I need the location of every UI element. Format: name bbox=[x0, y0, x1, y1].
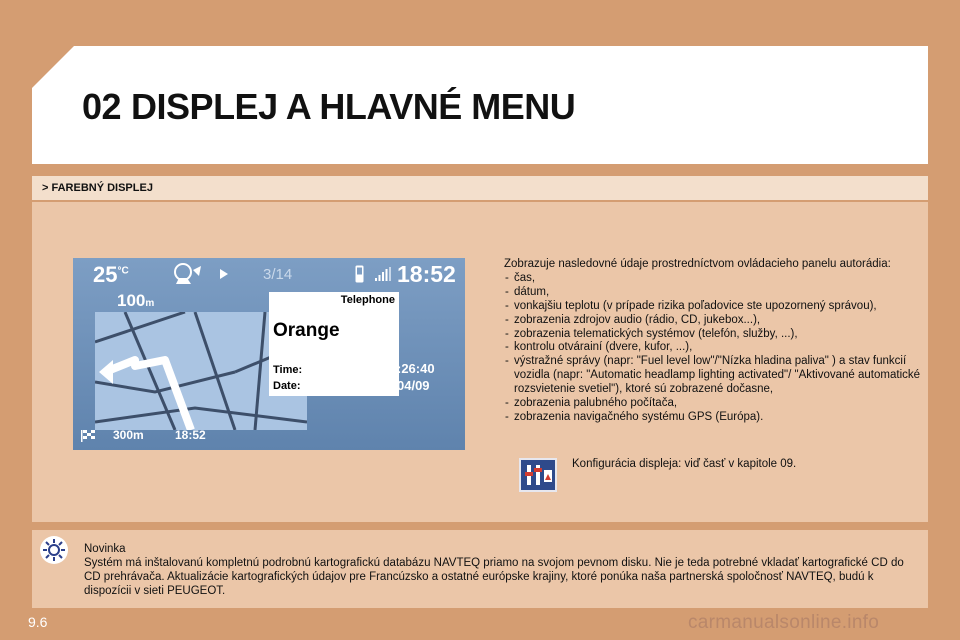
telephone-panel bbox=[269, 292, 399, 396]
list-item: - kontrolu otvárainí (dvere, kufor, ...), bbox=[504, 341, 924, 355]
display-temperature: $25^{^\circ C}$ bbox=[93, 262, 129, 287]
watermark: carmanualsonline.info bbox=[688, 612, 880, 633]
destination-flag-icon bbox=[81, 430, 95, 442]
list-item: - zobrazenia zdrojov audio (rádio, CD, jukebox...), bbox=[504, 314, 924, 328]
telephone-time-value: :26:40 bbox=[397, 361, 435, 376]
chapter-number: 02 bbox=[82, 86, 122, 127]
telephone-title: Telephone bbox=[340, 294, 395, 306]
description-block bbox=[504, 258, 924, 425]
telephone-operator: Orange bbox=[273, 320, 340, 341]
note-title: Novinka bbox=[84, 543, 126, 555]
list-item: - čas, bbox=[504, 272, 924, 286]
display-bottom-bar bbox=[73, 428, 465, 444]
page-number: 9.6 bbox=[28, 614, 48, 630]
chapter-title: DISPLEJ A HLAVNÉ MENU bbox=[131, 86, 576, 127]
list-item: - vonkajšiu teplotu (v prípade rizika poľadovice ste upozornený správou), bbox=[504, 300, 924, 314]
display-clock: 18:52 bbox=[397, 261, 456, 287]
telephone-date-value: 04/09 bbox=[397, 378, 430, 393]
display-eta: 18:52 bbox=[175, 428, 206, 442]
mobile-phone-icon bbox=[355, 265, 364, 283]
config-reference: Konfigurácia displeja: viď časť v kapitole 09. bbox=[572, 458, 797, 470]
list-item: - zobrazenia navigačného systému GPS (Európa). bbox=[504, 411, 924, 425]
description-list bbox=[504, 272, 924, 425]
display-settings-icon bbox=[519, 458, 557, 492]
note-body: Systém má inštalovanú kompletnú podrobnú kartografickú databázu NAVTEQ priamo na svojom pevnom disku. Nie je teda potrebné vkladať kartografické CD do CD prehrávača. Aktualizácie kartografických údajov pre Francúzsko a ostatné európske krajiny, ktoré ponúka naša partnerská spoločnosť NAVTEQ, budú k dispozícii v sieti PEUGEOT. bbox=[84, 557, 904, 597]
list-item: - dátum, bbox=[504, 286, 924, 300]
signal-strength-icon bbox=[375, 267, 391, 281]
section-title: > FAREBNÝ DISPLEJ bbox=[32, 176, 928, 200]
list-item: - výstražné správy (napr: "Fuel level low"/"Nízka hladina paliva" ) a stav funkcií vozidla (napr: "Automatic headlamp lighting activated"/ "Aktivované automatické rozsvietenie svetiel"), ktoré sú zobrazené dočasne, bbox=[504, 355, 924, 397]
display-statusbar bbox=[73, 258, 465, 290]
sun-lamp-icon bbox=[40, 536, 68, 564]
list-item: - zobrazenia palubného počítača, bbox=[504, 397, 924, 411]
telephone-time-label: Time: bbox=[273, 364, 303, 376]
play-icon bbox=[219, 268, 229, 280]
telephone-date-label: Date: bbox=[273, 380, 301, 392]
display-next-turn-distance: 100m bbox=[117, 291, 155, 310]
navigation-icon bbox=[173, 262, 205, 286]
description-intro: Zobrazuje nasledovné údaje prostredníctvom ovládacieho panelu autorádia: bbox=[504, 258, 891, 270]
chapter-heading bbox=[82, 86, 575, 128]
display-track: 3/14 bbox=[263, 266, 293, 283]
display-screenshot bbox=[73, 258, 465, 450]
display-remaining-distance: 300m bbox=[113, 428, 144, 442]
list-item: - zobrazenia telematických systémov (telefón, služby, ...), bbox=[504, 328, 924, 342]
